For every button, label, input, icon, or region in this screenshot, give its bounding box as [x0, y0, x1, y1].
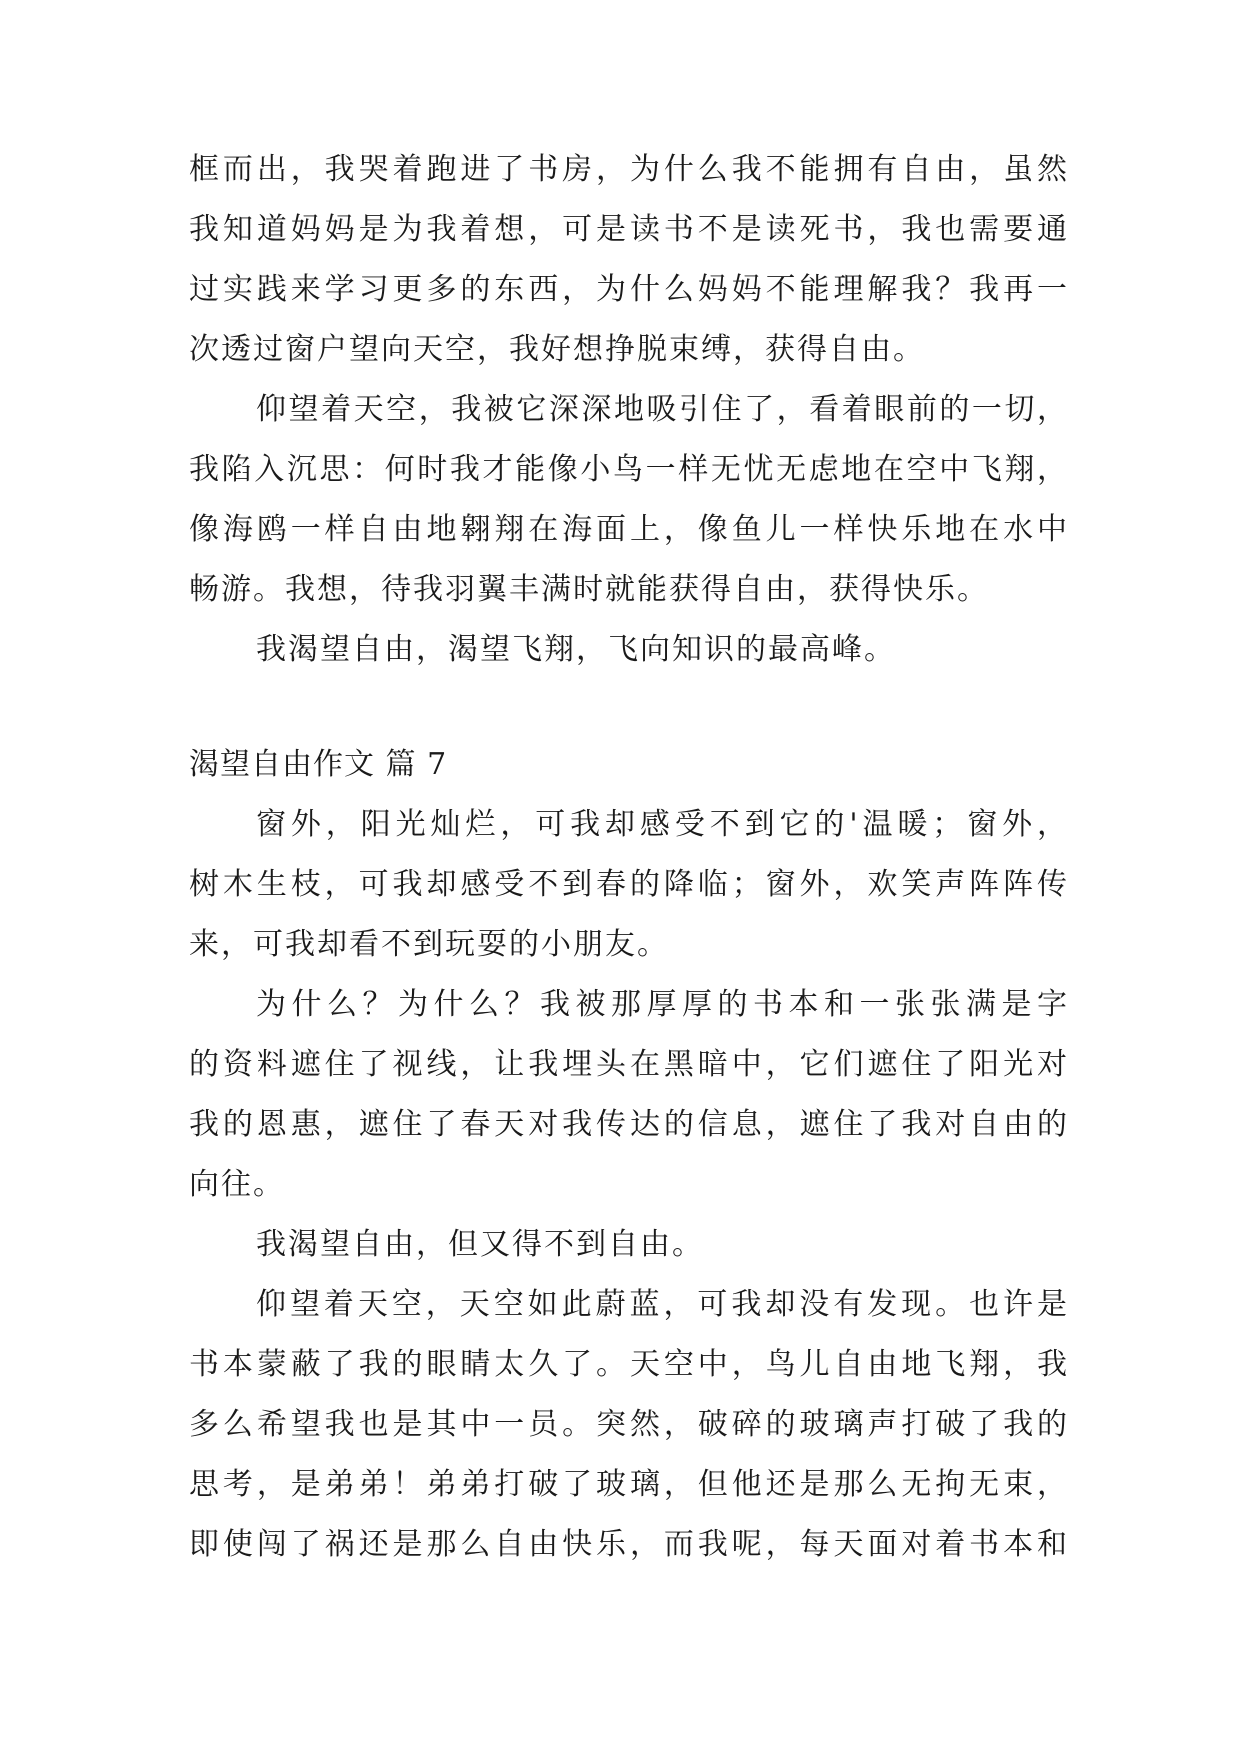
paragraph-5-line-4: 向往。 [189, 1167, 285, 1202]
paragraph-5-line-3: 我的恩惠，遮住了春天对我传达的信息，遮住了我对自由的 [189, 1107, 1069, 1142]
paragraph-7-line-4: 思考，是弟弟！弟弟打破了玻璃，但他还是那么无拘无束， [189, 1467, 1069, 1502]
paragraph-1-line-3: 过实践来学习更多的东西，为什么妈妈不能理解我？我再一 [189, 272, 1069, 307]
paragraph-1-line-4: 次透过窗户望向天空，我好想挣脱束缚，获得自由。 [189, 332, 925, 367]
paragraph-7-line-1: 仰望着天空，天空如此蔚蓝，可我却没有发现。也许是 [256, 1287, 1069, 1322]
paragraph-4-line-1: 窗外，阳光灿烂，可我却感受不到它的'温暖；窗外， [256, 807, 1069, 842]
paragraph-4-line-2: 树木生枝，可我却感受不到春的降临；窗外，欢笑声阵阵传 [189, 867, 1069, 902]
paragraph-2-line-1: 仰望着天空，我被它深深地吸引住了，看着眼前的一切， [256, 392, 1069, 427]
paragraph-1-line-2: 我知道妈妈是为我着想，可是读书不是读死书，我也需要通 [189, 212, 1069, 247]
paragraph-4-line-3: 来，可我却看不到玩耍的小朋友。 [189, 927, 669, 962]
paragraph-5-line-1: 为什么？为什么？我被那厚厚的书本和一张张满是字 [256, 987, 1069, 1022]
paragraph-3-line-1: 我渴望自由，渴望飞翔，飞向知识的最高峰。 [256, 632, 896, 667]
paragraph-2-line-4: 畅游。我想，待我羽翼丰满时就能获得自由，获得快乐。 [189, 572, 989, 607]
paragraph-2-line-2: 我陷入沉思：何时我才能像小鸟一样无忧无虑地在空中飞翔， [189, 452, 1069, 487]
paragraph-5-line-2: 的资料遮住了视线，让我埋头在黑暗中，它们遮住了阳光对 [189, 1047, 1069, 1082]
paragraph-6-line-1: 我渴望自由，但又得不到自由。 [256, 1227, 704, 1262]
paragraph-7-line-5: 即使闯了祸还是那么自由快乐，而我呢，每天面对着书本和 [189, 1527, 1069, 1562]
section-heading: 渴望自由作文 篇 7 [189, 747, 448, 782]
paragraph-2-line-3: 像海鸥一样自由地翱翔在海面上，像鱼儿一样快乐地在水中 [189, 512, 1069, 547]
paragraph-7-line-3: 多么希望我也是其中一员。突然，破碎的玻璃声打破了我的 [189, 1407, 1069, 1442]
paragraph-1-line-1: 框而出，我哭着跑进了书房，为什么我不能拥有自由，虽然 [189, 152, 1069, 187]
paragraph-7-line-2: 书本蒙蔽了我的眼睛太久了。天空中，鸟儿自由地飞翔，我 [189, 1347, 1069, 1382]
